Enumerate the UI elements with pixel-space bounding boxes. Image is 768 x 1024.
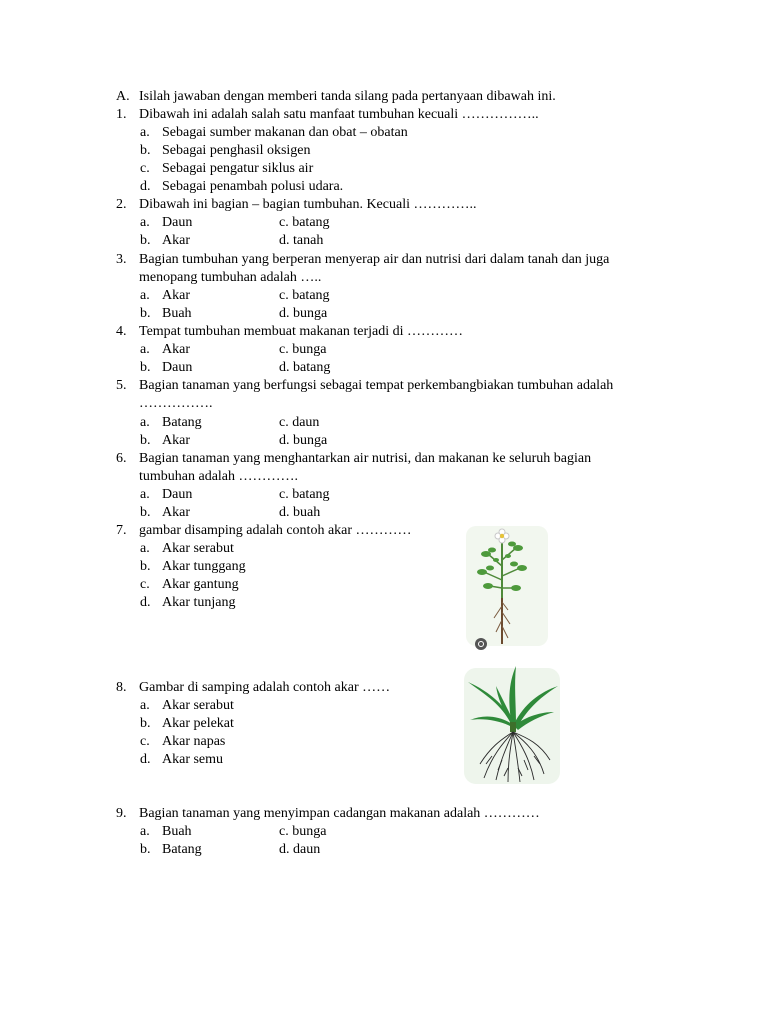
question-text: menopang tumbuhan adalah ….. — [139, 270, 322, 285]
option-letter: b. — [140, 306, 151, 321]
option-letter: d. — [140, 595, 151, 610]
instruction-label: A. — [116, 89, 130, 104]
option-text: Sebagai sumber makanan dan obat – obatan — [162, 125, 408, 140]
option-letter: a. — [140, 541, 150, 556]
option-letter: a. — [140, 125, 150, 140]
option-text: Akar serabut — [162, 698, 234, 713]
option-text: Buah — [162, 306, 192, 321]
question-text: Bagian tumbuhan yang berperan menyerap air dan nutrisi dari dalam tanah dan juga — [139, 252, 610, 267]
option-text-right: c. bunga — [279, 342, 327, 357]
option-text: Sebagai penghasil oksigen — [162, 143, 311, 158]
option-text: Batang — [162, 415, 202, 430]
question-number: 9. — [116, 806, 127, 821]
question-number: 8. — [116, 680, 127, 695]
question-text: Bagian tanaman yang menghantarkan air nutrisi, dan makanan ke seluruh bagian — [139, 451, 592, 466]
option-letter: a. — [140, 824, 150, 839]
option-letter: d. — [140, 752, 151, 767]
option-text-right: d. buah — [279, 505, 321, 520]
option-letter: b. — [140, 716, 151, 731]
question-number: 6. — [116, 451, 127, 466]
option-text: Akar napas — [162, 734, 226, 749]
option-letter: a. — [140, 698, 150, 713]
option-text-right: c. daun — [279, 415, 320, 430]
option-text-right: c. bunga — [279, 824, 327, 839]
question-number: 2. — [116, 197, 127, 212]
option-text: Sebagai pengatur siklus air — [162, 161, 314, 176]
option-letter: a. — [140, 342, 150, 357]
question-text: Tempat tumbuhan membuat makanan terjadi di ………… — [139, 324, 464, 339]
fibrous-root-plant-image — [462, 664, 562, 786]
option-letter: a. — [140, 415, 150, 430]
option-letter: c. — [140, 161, 150, 176]
option-text: Sebagai penambah polusi udara. — [162, 179, 344, 194]
option-letter: c. — [140, 577, 150, 592]
question-text: gambar disamping adalah contoh akar ………… — [139, 523, 412, 538]
question-number: 7. — [116, 523, 127, 538]
option-letter: b. — [140, 433, 151, 448]
option-text: Akar tunggang — [162, 559, 246, 574]
option-letter: a. — [140, 215, 150, 230]
question-text: Bagian tanaman yang menyimpan cadangan makanan adalah ………… — [139, 806, 540, 821]
option-letter: d. — [140, 179, 151, 194]
question-number: 1. — [116, 107, 127, 122]
option-letter: b. — [140, 360, 151, 375]
question-text: ……………. — [139, 396, 213, 411]
question-text: Dibawah ini bagian – bagian tumbuhan. Kecuali ………….. — [139, 197, 477, 212]
option-text-right: d. batang — [279, 360, 331, 375]
option-text-right: c. batang — [279, 487, 330, 502]
option-text-right: d. tanah — [279, 233, 324, 248]
option-text: Akar — [162, 288, 190, 303]
question-text: Bagian tanaman yang berfungsi sebagai tempat perkembangbiakan tumbuhan adalah — [139, 378, 614, 393]
option-text: Akar tunjang — [162, 595, 236, 610]
option-letter: b. — [140, 505, 151, 520]
option-letter: b. — [140, 233, 151, 248]
option-letter: b. — [140, 143, 151, 158]
question-number: 4. — [116, 324, 127, 339]
option-text: Daun — [162, 487, 193, 502]
option-letter: c. — [140, 734, 150, 749]
question-number: 5. — [116, 378, 127, 393]
option-text-right: d. daun — [279, 842, 321, 857]
option-text-right: c. batang — [279, 288, 330, 303]
option-text-right: d. bunga — [279, 306, 328, 321]
option-text: Batang — [162, 842, 202, 857]
taproot-plant-image — [462, 526, 552, 652]
option-text: Daun — [162, 360, 193, 375]
option-text: Akar — [162, 505, 190, 520]
option-letter: b. — [140, 842, 151, 857]
option-text: Akar semu — [162, 752, 224, 767]
question-text: Dibawah ini adalah salah satu manfaat tumbuhan kecuali …………….. — [139, 107, 539, 122]
option-text: Akar pelekat — [162, 716, 234, 731]
option-text-right: c. batang — [279, 215, 330, 230]
option-text: Akar — [162, 233, 190, 248]
question-text: tumbuhan adalah …………. — [139, 469, 299, 484]
option-text: Daun — [162, 215, 193, 230]
option-text: Akar — [162, 433, 190, 448]
option-text-right: d. bunga — [279, 433, 328, 448]
option-text: Buah — [162, 824, 192, 839]
question-text: Gambar di samping adalah contoh akar …… — [139, 680, 391, 695]
option-text: Akar gantung — [162, 577, 239, 592]
option-text: Akar — [162, 342, 190, 357]
option-letter: a. — [140, 487, 150, 502]
question-number: 3. — [116, 252, 127, 267]
option-letter: b. — [140, 559, 151, 574]
instruction-text: Isilah jawaban dengan memberi tanda silang pada pertanyaan dibawah ini. — [139, 89, 556, 104]
option-text: Akar serabut — [162, 541, 234, 556]
option-letter: a. — [140, 288, 150, 303]
